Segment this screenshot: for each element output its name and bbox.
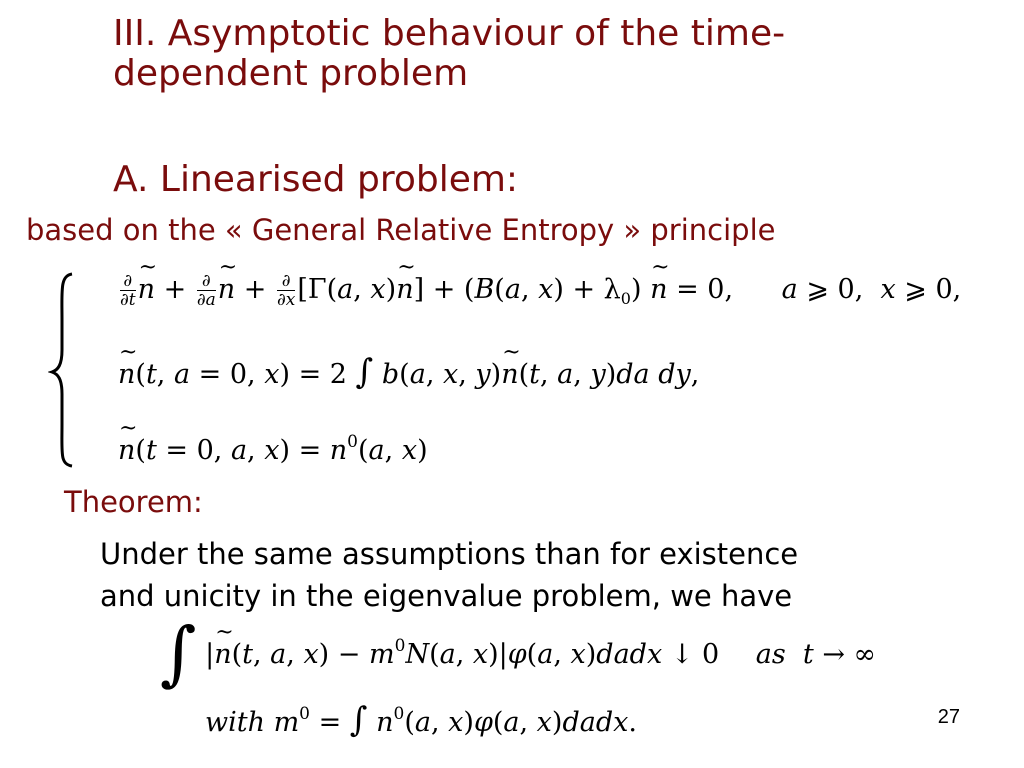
system-equation-1: $\frac{\partial}{\partial t}$ ~ n + $\frac{\partial}{\partial a}$ ~ n + $\frac{\partial}{\partial x}$ [Γ(a, x)~ n] + (B(a, $x) + \lambda_0$) ~ n = 0, a ⩾ 0, x ⩾ 0, [118,272,961,309]
based-on-text: based on the « General Relative Entropy » principle [26,213,776,247]
theorem-body-line-2: and unicity in the eigenvalue problem, we have [100,579,793,613]
theorem-body-line-1: Under the same assumptions than for existence [100,537,799,571]
title-line-2: dependent problem [113,53,469,94]
section-subheading: A. Linearised problem: [113,159,519,200]
page-number: 27 [937,706,960,728]
left-brace [48,270,78,470]
theorem-body [100,533,798,617]
title-line-1: III. Asymptotic behaviour of the time- [113,13,786,54]
slide-title [113,14,785,94]
theorem-equation-1: ∫ |~ n(t, a, $x) - m^0N(a$, x)|φ(a, x)dadx ↓ 0 as t → ∞ [160,618,876,688]
theorem-equation-2: with $m^0$ = ∫ $n^0(a$, x)φ(a, x)dadx. [205,700,637,740]
system-equation-3: ~ n(t = 0, a, $x) = n^0(a$, x) [118,432,428,466]
system-equation-2: ~ n(t, a = 0, x) = 2 ∫ b(a, x, y)~ n(t, a, y)da dy, [118,352,699,392]
theorem-label: Theorem: [64,485,203,519]
